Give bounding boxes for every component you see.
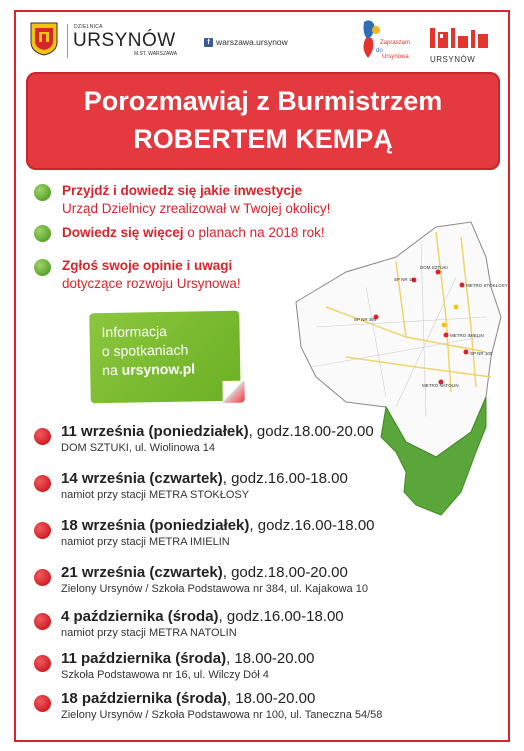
green-bullet-icon xyxy=(34,225,51,242)
map-label-sp384: SP NR 384 xyxy=(354,317,377,322)
event-place: namiot przy stacji METRA STOKŁOSY xyxy=(61,489,250,501)
info-line-2: o spotkaniach xyxy=(101,341,189,360)
event-place: namiot przy stacji METRA IMIELIN xyxy=(61,536,230,548)
event-date: 11 października (środa) xyxy=(61,650,227,667)
event-time: , 18.00-20.00 xyxy=(226,690,316,707)
district-crest-icon xyxy=(30,22,58,56)
event-time: , godz.16.00-18.00 xyxy=(222,470,348,487)
svg-text:do: do xyxy=(376,48,383,54)
red-bullet-icon xyxy=(34,613,51,630)
red-bullet-icon xyxy=(34,695,51,712)
green-bullet-icon xyxy=(34,184,51,201)
event-item xyxy=(34,690,382,722)
poster xyxy=(14,10,510,742)
green-bullet-icon xyxy=(34,259,51,276)
event-place: namiot przy stacji METRA NATOLIN xyxy=(61,627,237,639)
event-item xyxy=(34,564,368,596)
map-label-metro-stoklosy: METRO STOKŁOSY xyxy=(466,283,508,288)
event-date: 18 października (środa) xyxy=(61,690,227,707)
red-bullet-icon xyxy=(34,522,51,539)
bullet-3-text: dotyczące rozwoju Ursynowa! xyxy=(62,276,241,291)
bullet-2-text: o planach na 2018 rok! xyxy=(183,225,325,240)
red-bullet-icon xyxy=(34,475,51,492)
event-item xyxy=(34,423,374,455)
event-date: 11 września (poniedziałek) xyxy=(61,423,249,440)
facebook-handle: warszawa.ursynow xyxy=(216,37,288,47)
event-date: 21 września (czwartek) xyxy=(61,564,223,581)
event-date: 18 września (poniedziałek) xyxy=(61,517,250,534)
red-bullet-icon xyxy=(34,655,51,672)
map-label-metro-imielin: METRO IMIELIN xyxy=(450,333,484,338)
event-date: 4 października (środa) xyxy=(61,608,219,625)
zapraszam-logo xyxy=(346,18,411,66)
event-time: , godz.16.00-18.00 xyxy=(218,608,344,625)
facebook-link[interactable] xyxy=(204,37,288,47)
event-time: , godz.18.00-20.00 xyxy=(222,564,348,581)
facebook-icon: f xyxy=(204,38,213,47)
event-place: Szkoła Podstawowa nr 16, ul. Wilczy Dół 4 xyxy=(61,669,269,681)
info-line-1: Informacja xyxy=(101,322,168,341)
header xyxy=(16,12,508,74)
event-time: , godz.18.00-20.00 xyxy=(248,423,374,440)
event-item xyxy=(34,470,348,502)
event-date: 14 września (czwartek) xyxy=(61,470,223,487)
bullet-opinions xyxy=(34,259,241,293)
bullet-3-bold: Zgłoś swoje opinie i uwagi xyxy=(62,258,233,273)
banner-line-2: ROBERTEM KEMPĄ xyxy=(133,124,393,154)
bullet-investments xyxy=(34,184,330,218)
page-curl-icon xyxy=(222,381,244,403)
district-label: DZIELNICA xyxy=(74,24,103,30)
event-item xyxy=(34,650,314,682)
info-prefix: na xyxy=(102,361,122,379)
svg-text:Zapraszam: Zapraszam xyxy=(380,40,411,46)
ursynow-brand-text: URSYNÓW xyxy=(430,55,476,64)
svg-text:Ursynowa: Ursynowa xyxy=(382,54,409,60)
banner-line-1: Porozmawiaj z Burmistrzem xyxy=(83,86,443,116)
bullet-1-bold: Przyjdź i dowiedz się jakie inwestycje xyxy=(62,183,303,198)
header-separator xyxy=(67,24,68,58)
event-time: , 18.00-20.00 xyxy=(226,650,315,667)
red-bullet-icon xyxy=(34,569,51,586)
map-label-sp16: SP NR 16 xyxy=(394,277,414,282)
event-place: DOM SZTUKI, ul. Wiolinowa 14 xyxy=(61,442,216,454)
event-item xyxy=(34,608,344,640)
bullet-1-text: Urząd Dzielnicy zrealizował w Twojej okolicy! xyxy=(62,201,331,216)
red-bullet-icon xyxy=(34,428,51,445)
event-time: , godz.16.00-18.00 xyxy=(249,517,375,534)
event-place: Zielony Ursynów / Szkoła Podstawowa nr 384, ul. Kajakowa 10 xyxy=(61,583,368,595)
title-banner xyxy=(26,72,500,170)
map-label-metro-natolin: METRO NATOLIN xyxy=(422,383,459,388)
district-subtitle: M.ST. WARSZAWA xyxy=(134,51,178,57)
map-label-dom-sztuki: DOM SZTUKI xyxy=(420,265,448,270)
info-badge[interactable] xyxy=(89,311,241,404)
district-name: URSYNÓW xyxy=(73,30,176,51)
event-place: Zielony Ursynów / Szkoła Podstawowa nr 100, ul. Taneczna 54/58 xyxy=(61,709,383,721)
bullet-2-bold: Dowiedz się więcej xyxy=(62,225,184,240)
bullet-plans xyxy=(34,225,325,242)
event-item xyxy=(34,517,375,549)
info-url[interactable]: ursynow.pl xyxy=(121,360,196,378)
map-label-sp100: SP NR 100 xyxy=(470,351,493,356)
